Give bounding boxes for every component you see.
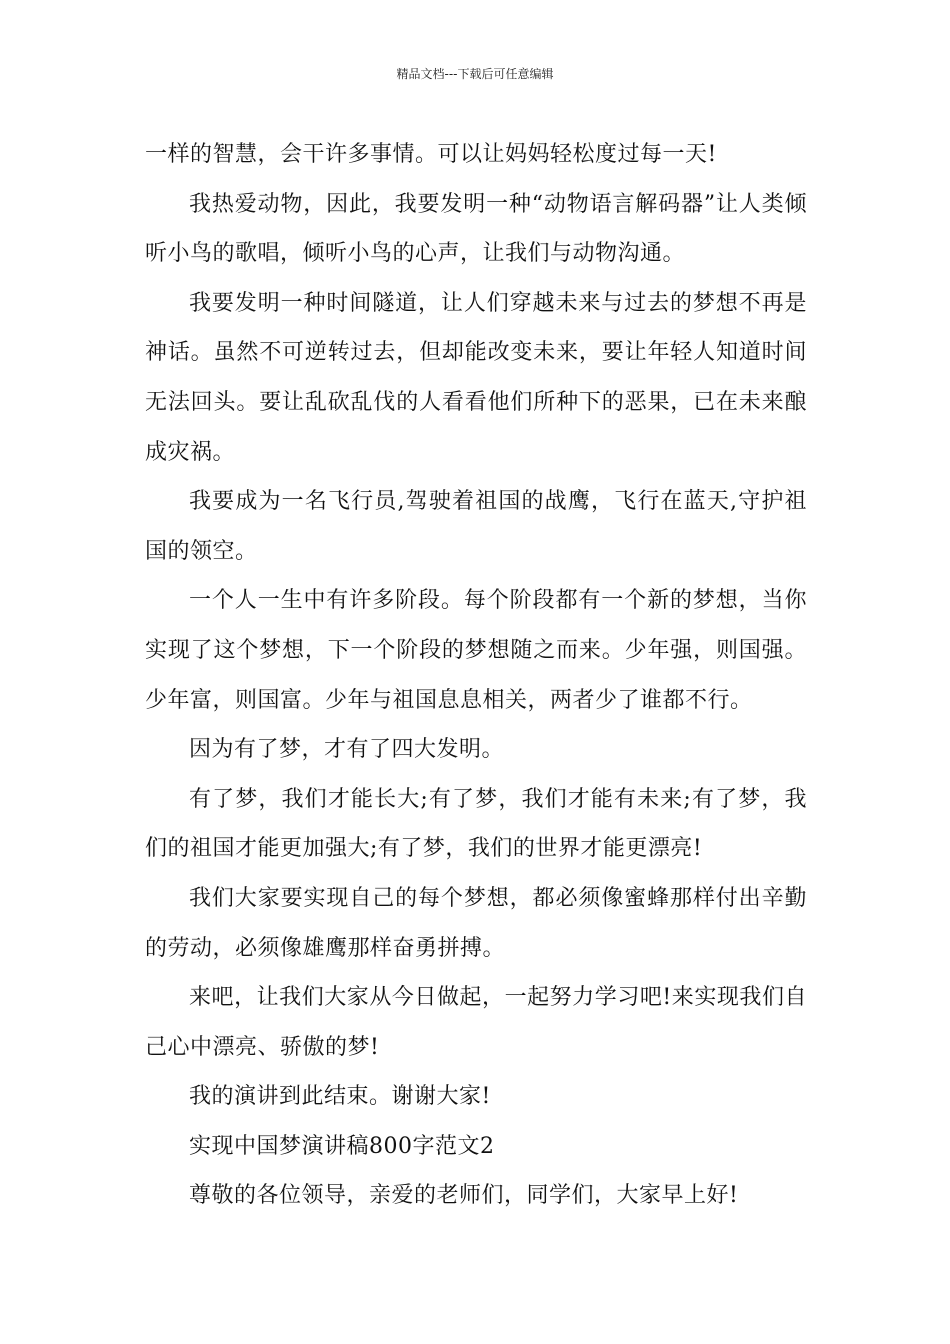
document-body xyxy=(145,130,807,1221)
paragraph: 我要发明一种时间隧道，让人们穿越未来与过去的梦想不再是神话。虽然不可逆转过去，但却能改变未来，要让年轻人知道时间无法回头。要让乱砍乱伐的人看看他们所种下的恶果，已在未来酿成灾祸。 xyxy=(145,290,807,465)
paragraph: 我要成为一名飞行员,驾驶着祖国的战鹰，飞行在蓝天,守护祖国的领空。 xyxy=(145,489,807,564)
page-header: 精品文档---下载后可任意编辑 xyxy=(396,67,554,81)
section-title: 实现中国梦演讲稿800字范文2 xyxy=(189,1133,495,1159)
paragraph: 我的演讲到此结束。谢谢大家! xyxy=(189,1084,491,1110)
paragraph: 因为有了梦，才有了四大发明。 xyxy=(189,737,505,763)
paragraph: 我热爱动物，因此，我要发明一种“动物语言解码器”让人类倾听小鸟的歌唱，倾听小鸟的心声，让我们与动物沟通。 xyxy=(145,191,807,267)
paragraph: 有了梦，我们才能长大;有了梦，我们才能有未来;有了梦，我们的祖国才能更加强大;有了梦，我们的世界才能更漂亮! xyxy=(145,786,807,862)
paragraph: 一个人一生中有许多阶段。每个阶段都有一个新的梦想，当你实现了这个梦想，下一个阶段的梦想随之而来。少年强，则国强。少年富，则国富。少年与祖国息息相关，两者少了谁都不行。 xyxy=(145,588,807,713)
paragraph: 尊敬的各位领导，亲爱的老师们，同学们，大家早上好! xyxy=(189,1183,739,1209)
paragraph: 一样的智慧，会干许多事情。可以让妈妈轻松度过每一天! xyxy=(145,142,717,167)
paragraph: 我们大家要实现自己的每个梦想，都必须像蜜蜂那样付出辛勤的劳动，必须像雄鹰那样奋勇拼搏。 xyxy=(145,885,807,961)
paragraph: 来吧，让我们大家从今日做起，一起努力学习吧!来实现我们自己心中漂亮、骄傲的梦! xyxy=(145,985,807,1060)
